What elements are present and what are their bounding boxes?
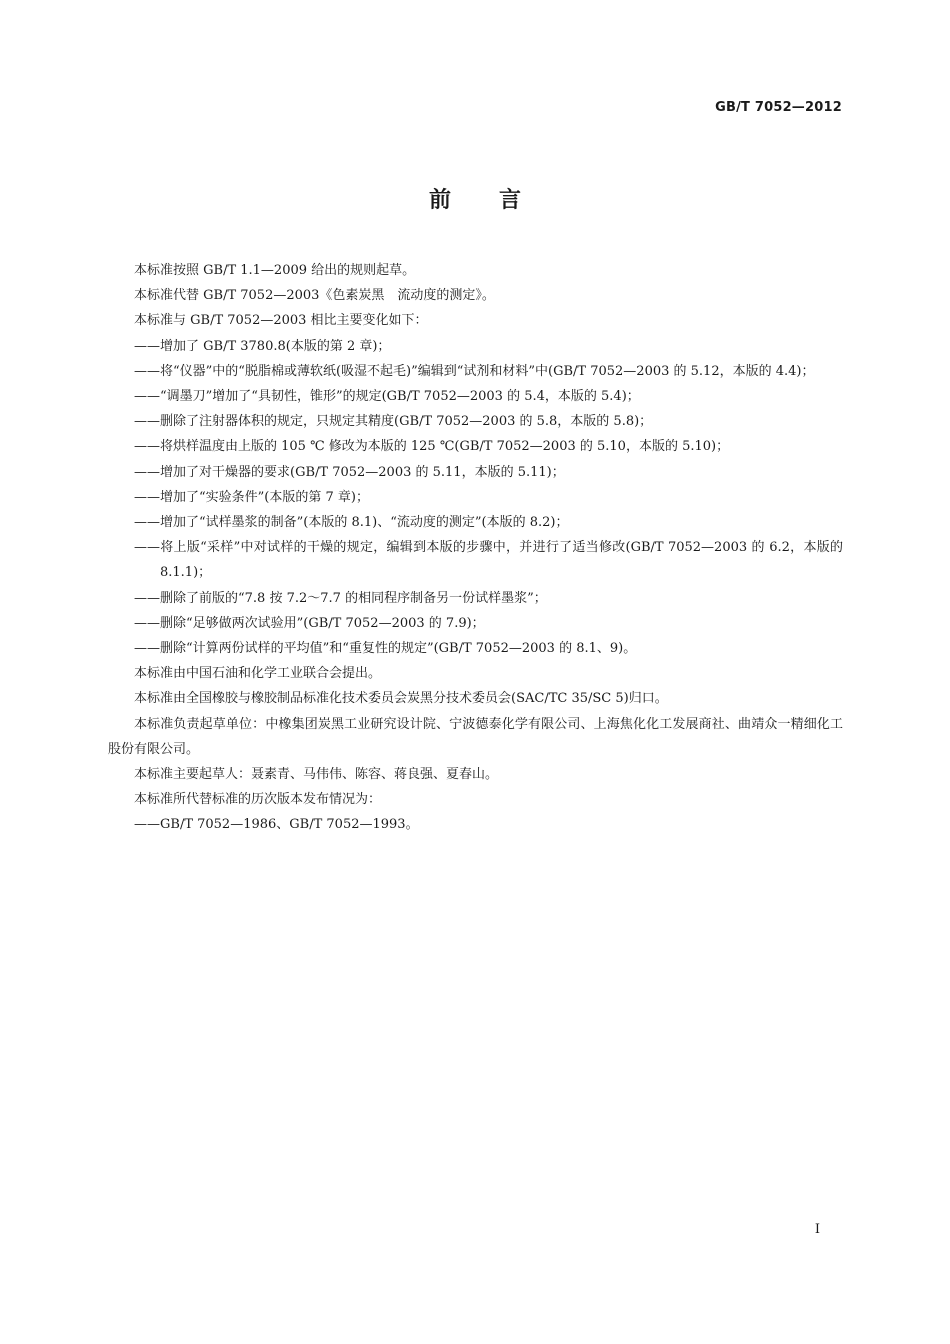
paragraph: 本标准与 GB/T 7052—2003 相比主要变化如下： <box>134 313 428 329</box>
list-item: ——删除“计算两份试样的平均值”和“重复性的规定”(GB/T 7052—2003 的 8.1、9)。 <box>134 641 637 657</box>
paragraph: 本标准按照 GB/T 1.1—2009 给出的规则起草。 <box>134 263 416 278</box>
page-title: 前言 <box>428 188 569 213</box>
list-item: ——增加了对干燥器的要求(GB/T 7052—2003 的 5.11，本版的 5.11)； <box>134 464 565 480</box>
list-item: ——删除了注射器体积的规定，只规定其精度(GB/T 7052—2003 的 5.8，本版的 5.8)； <box>134 414 653 430</box>
paragraph: 本标准由中国石油和化学工业联合会提出。 <box>134 666 382 682</box>
standard-code: GB/T 7052—2012 <box>715 100 842 115</box>
paragraph: 本标准负责起草单位：中橡集团炭黑工业研究设计院、宁波德泰化学有限公司、上海焦化化工发展商社、曲靖众一精细化工股份有限公司。 <box>108 716 843 757</box>
list-item: ——删除“足够做两次试验用”(GB/T 7052—2003 的 7.9)； <box>134 615 485 631</box>
list-item: ——删除了前版的“7.8 按 7.2～7.7 的相同程序制备另一份试样墨浆”； <box>134 590 547 606</box>
paragraph: 本标准所代替标准的历次版本发布情况为： <box>134 792 382 808</box>
list-item: ——将“仪器”中的“脱脂棉或薄软纸(吸湿不起毛)”编辑到“试剂和材料”中(GB/T 7052—2003 的 5.12，本版的 4.4)； <box>134 363 815 379</box>
paragraph: 本标准由全国橡胶与橡胶制品标准化技术委员会炭黑分技术委员会(SAC/TC 35/SC 5)归口。 <box>134 691 668 707</box>
list-item: ——将烘样温度由上版的 105 ℃ 修改为本版的 125 ℃(GB/T 7052—2003 的 5.10，本版的 5.10)； <box>134 439 730 455</box>
list-item: ——增加了“试样墨浆的制备”(本版的 8.1)、“流动度的测定”(本版的 8.2)； <box>134 515 569 531</box>
paragraph: 本标准主要起草人：聂素青、马伟伟、陈容、蒋良强、夏春山。 <box>134 767 499 783</box>
list-item: ——GB/T 7052—1986、GB/T 7052—1993。 <box>134 817 419 833</box>
list-item: ——增加了“实验条件”(本版的第 7 章)； <box>134 489 369 505</box>
list-item: ——“调墨刀”增加了“具韧性，锥形”的规定(GB/T 7052—2003 的 5.4，本版的 5.4)； <box>134 389 640 405</box>
paragraph: 本标准代替 GB/T 7052—2003《色素炭黑 流动度的测定》。 <box>134 288 495 304</box>
list-item: ——将上版“采样”中对试样的干燥的规定，编辑到本版的步骤中，并进行了适当修改(GB/T 7052—2003 的 6.2，本版的 8.1.1)； <box>134 540 843 581</box>
list-item: ——增加了 GB/T 3780.8(本版的第 2 章)； <box>134 338 391 354</box>
page-number: I <box>814 1222 820 1237</box>
foreword-body <box>108 258 843 838</box>
